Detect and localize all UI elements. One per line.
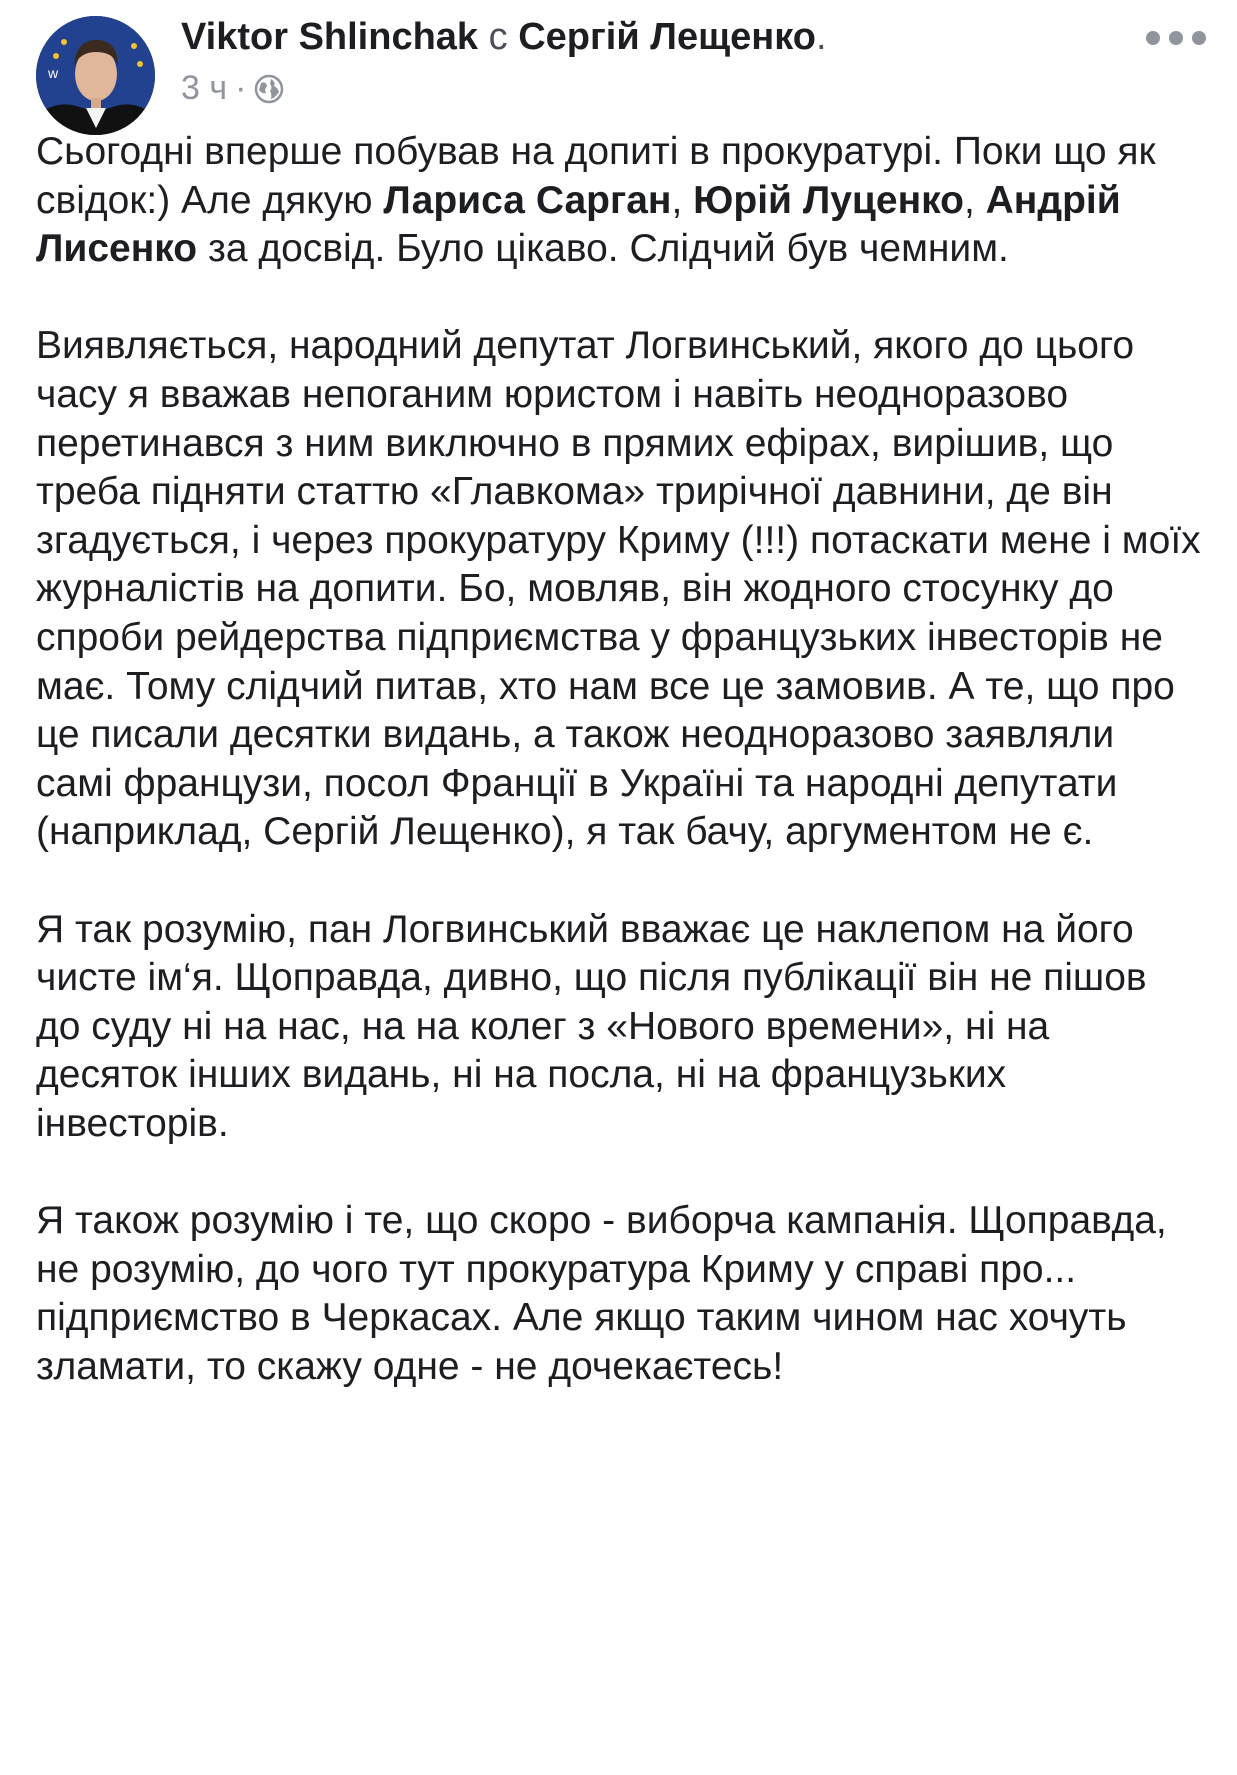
more-dot-1 bbox=[1146, 31, 1160, 45]
post-meta bbox=[181, 68, 284, 108]
globe-icon[interactable] bbox=[254, 73, 284, 103]
with-connector: с bbox=[488, 16, 508, 58]
more-dot-2 bbox=[1169, 31, 1183, 45]
tagged-person[interactable]: Сергій Лещенко bbox=[518, 16, 816, 58]
more-dot-3 bbox=[1192, 31, 1206, 45]
author-name[interactable]: Viktor Shlinchak bbox=[181, 16, 479, 58]
tag-larysa-sargan[interactable]: Лариса Сарган bbox=[383, 178, 672, 222]
author-avatar[interactable] bbox=[36, 16, 155, 135]
paragraph-1-text-c: , bbox=[963, 178, 986, 222]
author-line bbox=[181, 14, 827, 60]
paragraph-1-text-d: за досвід. Було цікаво. Слідчий був чемним. bbox=[197, 227, 1009, 271]
paragraph-4: Я також розумію і те, що скоро - виборча кампанія. Щоправда, не розумію, до чого тут прокуратура Криму у справі про... підприємство в Черкасах. Але якщо таким чином нас хочуть зламати, то скажу одне - не дочекаєтесь! bbox=[36, 1199, 1167, 1388]
author-line-period: . bbox=[815, 16, 827, 58]
meta-separator: · bbox=[235, 69, 247, 107]
paragraph-3: Я так розумію, пан Логвинський вважає це наклепом на його чисте ім‘я. Щоправда, дивно, що після публікації він не пішов до суду ні на нас, на на колег з «Нового времени», ні на десяток інших видань, ні на посла, ні на французьких інвесторів. bbox=[36, 907, 1147, 1145]
tag-yurii-lutsenko[interactable]: Юрій Луценко bbox=[693, 178, 964, 222]
paragraph-2: Виявляється, народний депутат Логвинський, якого до цього часу я вважав непоганим юристом і навіть неодноразово перетинався з ним виключно в прямих ефірах, вирішив, що треба підняти статтю «Главкома» трирічної давнини, де він згадується, і через прокуратуру Криму (!!!) потаскати мене і моїх журналістів на допити. Бо, мовляв, він жодного стосунку до спроби рейдерства підприємства у французьких інвесторів не має. Тому слідчий питав, хто нам все це замовив. А те, що про це писали десятки видань, а також неодноразово заявляли самі французи, посол Франції в Україні та народні депутати (наприклад, Сергій Лещенко), я так бачу, аргументом не є. bbox=[36, 324, 1201, 854]
paragraph-1-text-b: , bbox=[671, 178, 694, 222]
svg-text:w: w bbox=[48, 65, 59, 81]
paragraph-1-text-a: Сьогодні вперше побував на допиті в прокуратурі. Поки що як свідок:) Але дякую bbox=[36, 130, 1156, 222]
avatar-photo bbox=[36, 16, 155, 135]
tag-andrii-lysenko[interactable]: Андрій Лисенко bbox=[36, 178, 1121, 271]
post-header bbox=[36, 10, 1206, 125]
post-body bbox=[36, 128, 1201, 1391]
more-options-icon[interactable] bbox=[1146, 28, 1206, 48]
post-timestamp[interactable]: 3 ч bbox=[181, 69, 228, 107]
paragraph-1 bbox=[36, 128, 1201, 274]
